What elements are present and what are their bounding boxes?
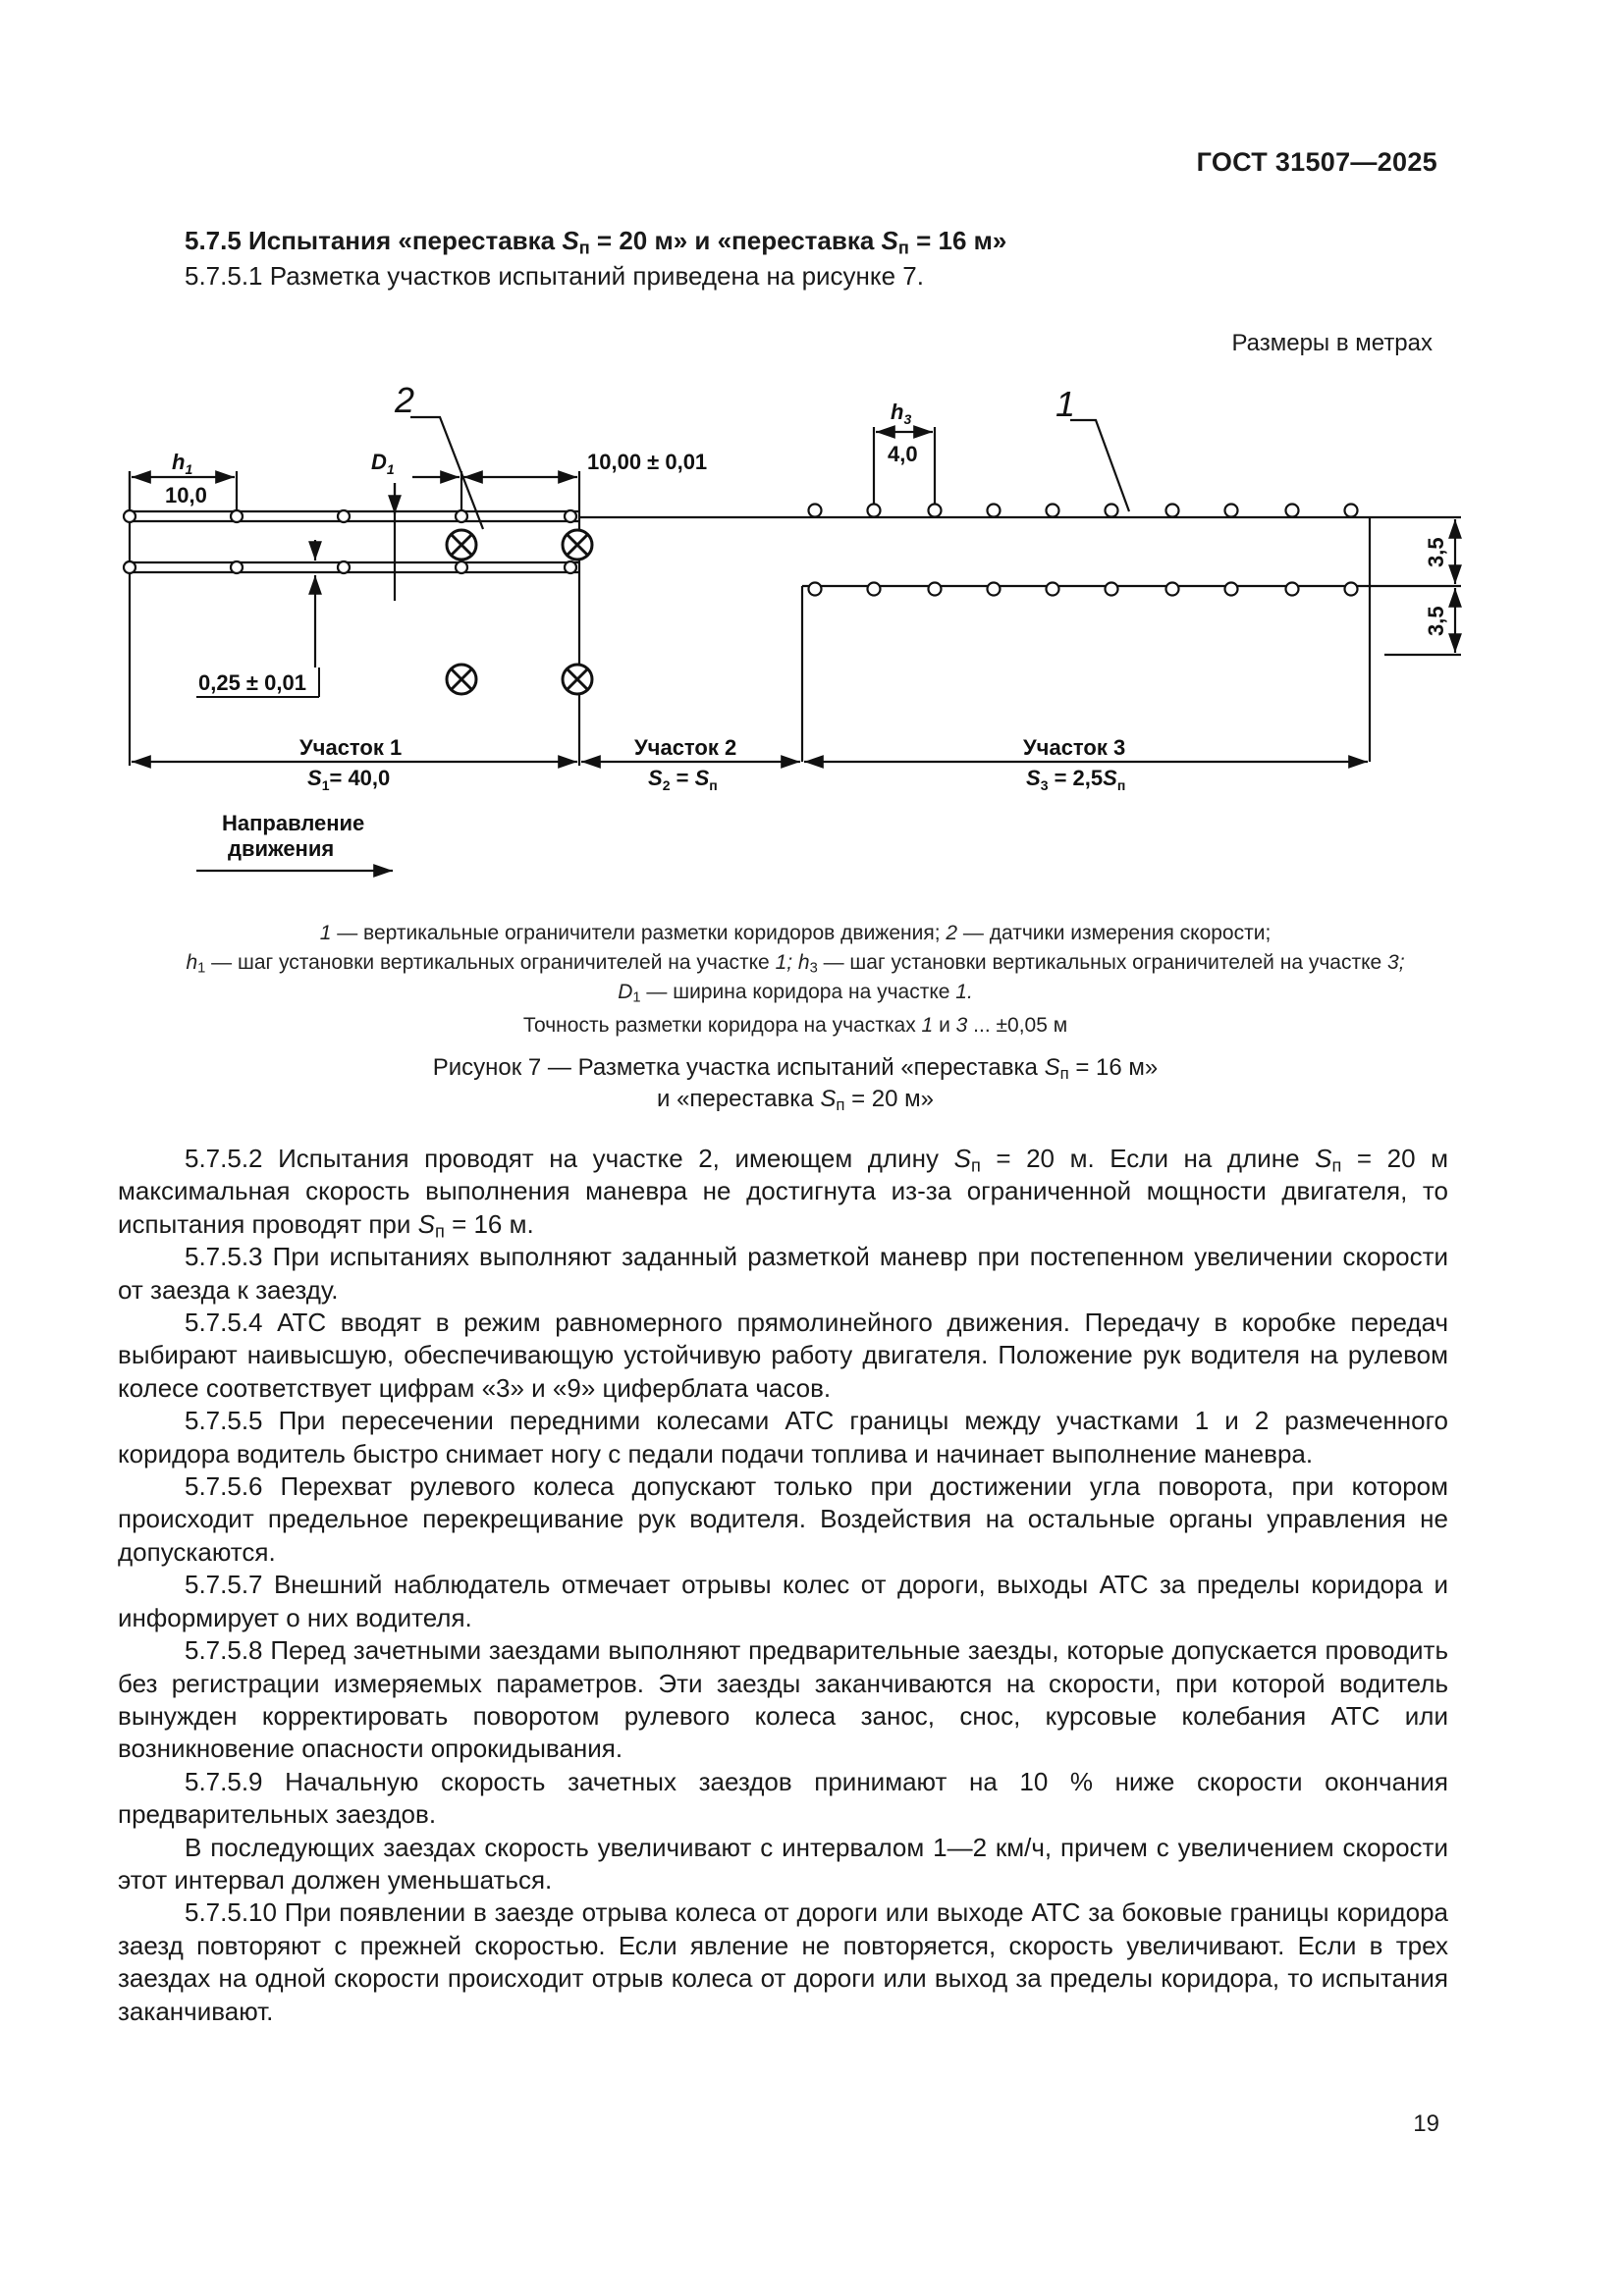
paragraph-57510: 5.7.5.10 При появлении в заезде отрыва колеса от дороги или выходе АТС за боковые границы коридора заезд повторяют с прежней скоростью. Если явление не повторяется, скорость увеличивают. Если в трех заездах на одной скорости происходит отрыв колеса от дороги или выход за пределы коридора, то испытания заканчивают. [118, 1897, 1448, 2026]
cone-marker [929, 505, 942, 517]
h3-value: 4,0 [888, 442, 918, 466]
cone-marker [1286, 583, 1299, 596]
cone-marker [1106, 583, 1118, 596]
cone-marker [988, 583, 1001, 596]
cone-marker [1286, 505, 1299, 517]
speed-sensor-icon [447, 530, 476, 560]
callout-1-leader [1070, 420, 1129, 511]
paragraph-5758: 5.7.5.8 Перед зачетными заездами выполняют предварительные заезды, которые допускается проводить без регистрации измеряемых параметров. Эти заезды заканчиваются на скорости, при которой водитель вынужден корректировать поворотом рулевого колеса занос, снос, курсовые колебания АТС или возникновение опасности опрокидывания. [118, 1635, 1448, 1764]
cone-marker [338, 561, 350, 573]
callout-1-label: 1 [1056, 384, 1076, 424]
legend-line-3: $D_1$ — ширина коридора на участке 1. [618, 981, 973, 1006]
cone-marker [1345, 583, 1358, 596]
section1-formula: $S_1= 40,0$ [307, 766, 391, 793]
direction-label-2: движения [228, 836, 335, 861]
units-note: Размеры в метрах [1231, 330, 1433, 356]
s-subscript: п [578, 238, 590, 258]
figure-caption [118, 1052, 1473, 1115]
cone-marker [809, 583, 822, 596]
caption-line-1: Рисунок 7 — Разметка участка испытаний «переставка $S_п = 16$ м» [432, 1054, 1159, 1084]
section-title [185, 226, 1006, 256]
cone-marker [1225, 583, 1238, 596]
section2-formula: $S_2 = S_п$ [648, 766, 718, 793]
title-part-1: 5.7.5 Испытания «переставка [185, 226, 563, 255]
h1-value: 10,0 [165, 483, 207, 507]
d025-label: 0,25 ± 0,01 [198, 670, 306, 695]
cone-marker [124, 510, 135, 522]
cone-marker [338, 510, 350, 522]
title-part-2: = 20 м» и «переставка [589, 226, 882, 255]
standard-designation: ГОСТ 31507—2025 [1196, 147, 1437, 177]
speed-sensor-icon [447, 665, 476, 694]
ten-dim-label: 10,00 ± 0,01 [587, 450, 708, 474]
speed-sensor-icon [563, 665, 592, 694]
cone-marker [565, 510, 576, 522]
paragraph-5755: 5.7.5.5 При пересечении передними колесами АТС границы между участками 1 и 2 размеченного коридора водитель быстро снимает ногу с педали подачи топлива и начинает выполнение маневра. [118, 1406, 1448, 1468]
cone-marker [868, 583, 881, 596]
cone-marker [1225, 505, 1238, 517]
cone-marker [1106, 505, 1118, 517]
paragraph-5752: 5.7.5.2 Испытания проводят на участке 2, имеющем длину $S_п = 20$ м. Если на длине $S_п = 20$ м максимальная скорость выполнения маневра не достигнута из-за ограниченной мощности двигателя, то испытания проводят при $S_п = 16$ м. [118, 1144, 1449, 1242]
cone-marker [1345, 505, 1358, 517]
cone-marker [1047, 505, 1059, 517]
s-subscript: п [897, 238, 909, 258]
legend-line-1: 1 — вертикальные ограничители разметки коридоров движения; 2 — датчики измерения скорости; [319, 922, 1272, 944]
paragraph-5754: 5.7.5.4 АТС вводят в режим равномерного прямолинейного движения. Передачу в коробке передач выбирают наивысшую, обеспечивающую устойчивую работу двигателя. Положение рук водителя на рулевом колесе соответствует цифрам «3» и «9» циферблата часов. [118, 1308, 1448, 1403]
speed-sensor-icon [563, 530, 592, 560]
cone-marker [456, 510, 467, 522]
direction-label-1: Направление [222, 811, 365, 835]
section2-name: Участок 2 [634, 735, 737, 760]
legend-line-2: $h_1$ — шаг установки вертикальных ограничителей на участке 1; $h_3$ — шаг установки вертикальных ограничителей на участке 3; [186, 951, 1405, 977]
caption-line-2: и «переставка $S_п = 20$ м» [657, 1086, 934, 1115]
subsection-5751: 5.7.5.1 Разметка участков испытаний приведена на рисунке 7. [185, 261, 924, 291]
section3-name: Участок 3 [1023, 735, 1126, 760]
cone-marker [868, 505, 881, 517]
cone-marker [809, 505, 822, 517]
figure-legend [118, 919, 1473, 1041]
dim35-top-label: 3,5 [1424, 537, 1448, 567]
callout-2-label: 2 [395, 380, 415, 420]
d1-label: $D_1$ [371, 450, 395, 477]
cone-marker [456, 561, 467, 573]
s-symbol: S [881, 226, 898, 255]
cone-marker [929, 583, 942, 596]
cone-marker [1166, 583, 1179, 596]
page-number: 19 [1413, 2110, 1439, 2137]
dim35-bottom-label: 3,5 [1424, 606, 1448, 636]
cone-marker [988, 505, 1001, 517]
section3-formula: $S_3 = 2,5S_п$ [1026, 766, 1126, 793]
paragraph-5753: 5.7.5.3 При испытаниях выполняют заданный разметкой маневр при постепенном увеличении скорости от заезда к заезду. [118, 1242, 1448, 1305]
cone-marker [1047, 583, 1059, 596]
cone-marker [231, 510, 243, 522]
cone-marker [124, 561, 135, 573]
cone-marker [1166, 505, 1179, 517]
legend-line-4: Точность разметки коридора на участках 1 и 3 ... ±0,05 м [522, 1014, 1068, 1037]
h1-label: $h_1$ [172, 450, 193, 477]
section1-name: Участок 1 [299, 735, 403, 760]
cone-marker [565, 561, 576, 573]
test-track-diagram [118, 373, 1473, 903]
paragraph-5759: 5.7.5.9 Начальную скорость зачетных заездов принимают на 10 % ниже скорости окончания предварительных заездов. [118, 1766, 1448, 1830]
h3-label: $h_3$ [891, 400, 912, 427]
title-part-3: = 16 м» [908, 226, 1007, 255]
s-symbol: S [562, 226, 579, 255]
body-text [118, 1143, 1448, 2028]
paragraph-5759-cont: В последующих заездах скорость увеличивают с интервалом 1—2 км/ч, причем с увеличением скорости этот интервал должен уменьшаться. [118, 1832, 1448, 1895]
paragraph-5756: 5.7.5.6 Перехват рулевого колеса допускают только при достижении угла поворота, при котором происходит предельное перекрещивание рук водителя. Воздействия на остальные органы управления не допускаются. [118, 1471, 1448, 1567]
cone-marker [231, 561, 243, 573]
paragraph-5757: 5.7.5.7 Внешний наблюдатель отмечает отрывы колес от дороги, выходы АТС за пределы коридора и информирует о них водителя. [118, 1570, 1448, 1632]
